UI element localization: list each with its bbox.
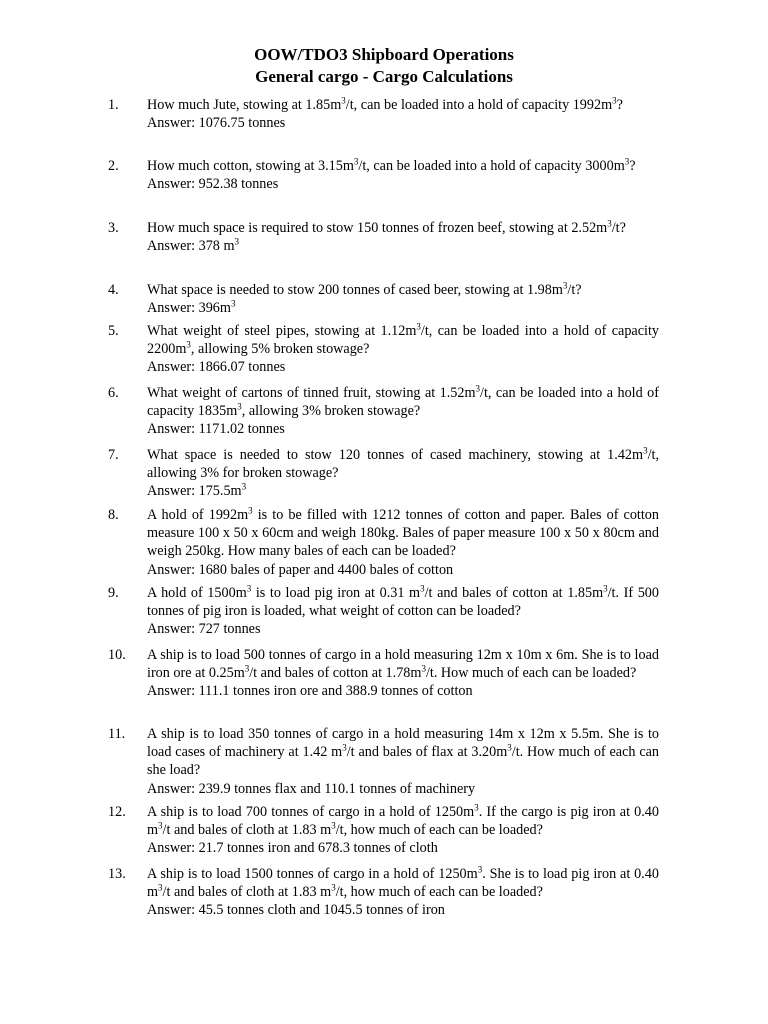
question-number: 9.: [108, 585, 119, 601]
question-text: How much cotton, stowing at $3.15m^3/t$, can be loaded into a hold of capacity $3000m^3$?: [147, 156, 636, 174]
answer-text: Answer: 727 tonnes: [147, 621, 261, 638]
question-body: [147, 584, 659, 639]
question-text: A ship is to load 350 tonnes of cargo in a hold measuring 14m x 12m x 5.5m. She is to load cases of machinery at 1.42 $m^3/t$ and bales of flax at $3.20m^3/t$. How much of each can she load?: [147, 726, 660, 779]
answer-text: Answer: 952.38 tonnes: [147, 176, 279, 193]
question-number: 4.: [108, 282, 119, 298]
question-text: A ship is to load 1500 tonnes of cargo in a hold of $1250m^3$. She is to load pig iron at 0.40 $m^3/t$ and bales of cloth at 1.83 $m^3/t$, how much of each can be loaded?: [147, 864, 659, 901]
question-number: 11.: [108, 726, 126, 742]
question-text: How much Jute, stowing at $1.85m^3/t$, can be loaded into a hold of capacity $1992m^3$?: [147, 95, 623, 113]
question-text: A hold of $1992m^3$ is to be filled with 1212 tonnes of cotton and paper. Bales of cotton measure 100 x 50 x 60cm and weigh 180kg. Bales of paper measure 100 x 50 x 80cm and weigh 250kg. How many bales of each can be loaded?: [147, 505, 659, 560]
question-number: 8.: [108, 507, 119, 523]
answer-text: Answer: 1076.75 tonnes: [147, 115, 286, 132]
question-body: [147, 865, 659, 920]
question-body: [147, 446, 659, 501]
question-text: How much space is required to stow 150 tonnes of frozen beef, stowing at $2.52m^3/t$?: [147, 218, 626, 236]
question-body: [147, 506, 659, 579]
question-text: A hold of $1500m^3$ is to load pig iron at 0.31 $m^3/t$ and bales of cotton at $1.85m^3/t$. If 500 tonnes of pig iron is loaded, what weight of cotton can be loaded?: [147, 583, 659, 620]
question-body: [147, 281, 659, 317]
question-number: 5.: [108, 323, 119, 339]
answer-text: Answer: $396m^3$: [147, 298, 236, 317]
question-number: 7.: [108, 447, 119, 463]
question-body: [147, 803, 659, 858]
question-number: 1.: [108, 97, 119, 113]
answer-text: Answer: 45.5 tonnes cloth and 1045.5 tonnes of iron: [147, 902, 445, 919]
answer-text: Answer: $175.5m^3$: [147, 481, 247, 500]
question-body: [147, 219, 659, 255]
question-number: 3.: [108, 220, 119, 236]
document-subtitle: General cargo - Cargo Calculations: [255, 67, 513, 86]
question-body: [147, 384, 659, 439]
question-number: 2.: [108, 158, 119, 174]
question-body: [147, 96, 659, 132]
question-text: What space is needed to stow 120 tonnes of cased machinery, stowing at $1.42m^3/t$, allowing 3% for broken stowage?: [147, 445, 659, 482]
answer-text: Answer: 1171.02 tonnes: [147, 421, 285, 438]
answer-text: Answer: 378 $m^3$: [147, 236, 239, 255]
question-body: [147, 157, 659, 193]
question-number: 6.: [108, 385, 119, 401]
question-text: What weight of steel pipes, stowing at $1.12m^3/t$, can be loaded into a hold of capacity $2200m^3$, allowing 5% broken stowage?: [147, 321, 659, 358]
question-text: What weight of cartons of tinned fruit, stowing at $1.52m^3/t$, can be loaded into a hold of capacity $1835m^3$, allowing 3% broken stowage?: [147, 383, 659, 420]
answer-text: Answer: 1866.07 tonnes: [147, 359, 286, 376]
question-number: 13.: [108, 866, 126, 882]
answer-text: Answer: 239.9 tonnes flax and 110.1 tonnes of machinery: [147, 780, 476, 797]
question-body: [147, 725, 659, 798]
question-text: What space is needed to stow 200 tonnes of cased beer, stowing at $1.98m^3/t$?: [147, 280, 582, 298]
answer-text: Answer: 1680 bales of paper and 4400 bales of cotton: [147, 561, 454, 578]
question-number: 12.: [108, 804, 126, 820]
document-title: OOW/TDO3 Shipboard Operations: [254, 45, 514, 64]
question-text: A ship is to load 500 tonnes of cargo in a hold measuring 12m x 10m x 6m. She is to load iron ore at $0.25m^3/t$ and bales of cotton at $1.78m^3/t$. How much of each can be loaded?: [147, 647, 659, 682]
question-body: [147, 646, 659, 701]
answer-text: Answer: 21.7 tonnes iron and 678.3 tonnes of cloth: [147, 840, 438, 857]
question-body: [147, 322, 659, 377]
question-number: 10.: [108, 647, 126, 663]
answer-text: Answer: 111.1 tonnes iron ore and 388.9 tonnes of cotton: [147, 683, 473, 700]
question-text: A ship is to load 700 tonnes of cargo in a hold of $1250m^3$. If the cargo is pig iron at 0.40 $m^3/t$ and bales of cloth at 1.83 $m^3/t$, how much of each can be loaded?: [147, 802, 659, 839]
